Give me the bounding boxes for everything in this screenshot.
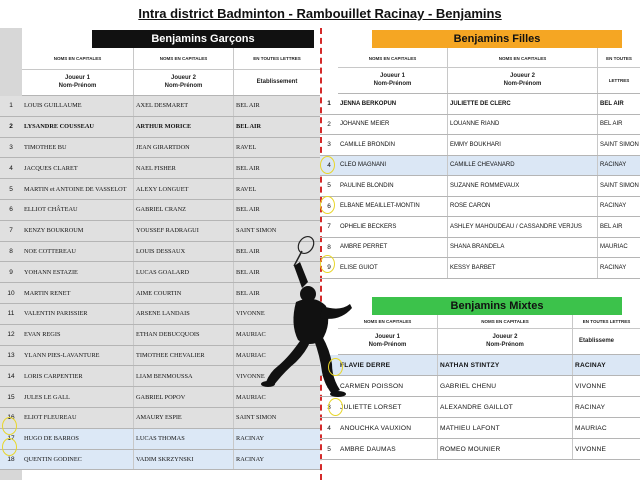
row-number: 13	[7, 351, 15, 359]
etablissement-cell: RACINAY	[575, 361, 606, 369]
joueur1-cell: LORIS CARPENTIER	[22, 366, 134, 386]
joueur2-cell: GABRIEL CRANZ	[134, 200, 234, 220]
highlight-circle	[320, 255, 335, 273]
col-header-joueur1: NOMS EN CAPITALES	[338, 48, 448, 67]
joueur2-cell: JEAN GIRARTDON	[134, 138, 234, 158]
highlight-circle	[328, 398, 343, 416]
etablissement-cell: SAINT SIMON	[600, 182, 639, 189]
col-header-etab: EN TOUTES LETTRES	[606, 56, 632, 83]
joueur1-cell: LYSANDRE COUSSEAU	[22, 117, 134, 137]
row-number: 3	[9, 143, 13, 151]
nom-prenom-label: Nom-Prénom	[373, 81, 412, 87]
col-header-joueur1: NOMS EN CAPITALES	[22, 48, 134, 69]
etablissement-cell: RACINAY	[236, 455, 265, 463]
joueur1-cell: TIMOTHEE BU	[22, 138, 134, 158]
joueur1-cell: JACQUES CLARET	[22, 158, 134, 178]
joueur1-cell: AMBRE PERRET	[338, 238, 448, 258]
etablissement-cell: BEL AIR	[236, 289, 260, 297]
joueur2-cell: LOUIS DESSAUX	[134, 242, 234, 262]
col-header-joueur2: NOMS EN CAPITALES	[438, 315, 573, 328]
row-number: 6	[9, 206, 13, 214]
joueur2-cell: ARTHUR MORICE	[134, 117, 234, 137]
table-row	[0, 408, 320, 429]
table-row	[320, 176, 640, 197]
nom-prenom-label: Nom-Prénom	[58, 83, 97, 89]
garcons-header: Benjamins Garçons	[92, 30, 314, 48]
joueur2-cell: KESSY BARBET	[448, 258, 598, 278]
sub-header-joueur2	[448, 68, 598, 93]
table-row	[320, 197, 640, 218]
joueur2-cell: EMMY BOUKHARI	[448, 135, 598, 155]
joueur2-cell: VADIM SKRZYNSKI	[134, 450, 234, 470]
joueur2-cell: ARSENE LANDAIS	[134, 304, 234, 324]
mixtes-column-headers	[338, 315, 640, 329]
joueur2-cell: TIMOTHEE CHEVALIER	[134, 346, 234, 366]
etablissement-cell: BEL AIR	[236, 268, 260, 276]
row-number: 7	[9, 227, 13, 235]
etablissement-cell: MAURIAC	[236, 351, 266, 359]
col-header-joueur2: NOMS EN CAPITALES	[134, 48, 234, 69]
etablissement-cell: BEL AIR	[600, 100, 624, 107]
row-number: 1	[327, 100, 331, 108]
joueur2-cell: ASHLEY MAHOUDEAU / CASSANDRE VERJUS	[448, 217, 598, 237]
joueur2-cell: LOUANNE RIAND	[448, 115, 598, 135]
joueur2-cell: AMAURY ESPIE	[134, 408, 234, 428]
nom-prenom-label: Nom-Prénom	[503, 81, 542, 87]
row-number: 18	[7, 455, 15, 463]
etablissement-cell: RACINAY	[600, 264, 627, 271]
highlight-circle	[320, 156, 335, 174]
joueur2-cell: GABRIEL POPOV	[134, 387, 234, 407]
row-number: 17	[7, 435, 15, 443]
joueur1-cell: ELLIOT CHÂTEAU	[22, 200, 134, 220]
row-number: 4	[9, 164, 13, 172]
etablissement-cell: BEL AIR	[600, 223, 623, 230]
table-row	[320, 238, 640, 259]
joueur2-cell: CAMILLE CHEVANARD	[448, 156, 598, 176]
table-row	[0, 117, 320, 138]
joueur1-cell: JULES LE GALL	[22, 387, 134, 407]
joueur1-cell: OPHELIE BECKERS	[338, 217, 448, 237]
table-row	[320, 217, 640, 238]
row-number: 5	[327, 182, 331, 190]
joueur2-cell: GABRIEL CHENU	[438, 376, 573, 396]
table-row	[0, 138, 320, 159]
row-number: 10	[7, 289, 15, 297]
sub-header-joueur2	[134, 70, 234, 95]
row-number: 8	[9, 247, 13, 255]
joueur2-cell: AIME COURTIN	[134, 283, 234, 303]
etablissement-cell: RACINAY	[575, 403, 606, 411]
joueur1-cell: AMBRE DAUMAS	[338, 439, 438, 459]
badminton-player-silhouette	[256, 232, 356, 402]
joueur1-cell: ELIOT FLEUREAU	[22, 408, 134, 428]
joueur2-cell: ALEXY LONGUET	[134, 179, 234, 199]
mixtes-sub-headers	[338, 329, 640, 355]
joueur1-cell: PAULINE BLONDIN	[338, 176, 448, 196]
joueur2-cell: AXEL DESMARET	[134, 96, 234, 116]
sub-header-joueur1	[338, 68, 448, 93]
col-header-joueur2: NOMS EN CAPITALES	[448, 48, 598, 67]
etablissement-cell: BEL AIR	[236, 206, 260, 214]
joueur1-cell: QUENTIN GODINEC	[22, 450, 134, 470]
table-row	[320, 355, 640, 376]
etablissement-cell: BEL AIR	[236, 164, 260, 172]
etablissement-cell: BEL AIR	[236, 247, 260, 255]
joueur2-cell: SUZANNE ROMMEVAUX	[448, 176, 598, 196]
etablissement-cell: MAURIAC	[236, 331, 266, 339]
joueur2-cell: ALEXANDRE GAILLOT	[438, 397, 573, 417]
row-number: 8	[327, 243, 331, 251]
table-row	[0, 200, 320, 221]
joueur2-cell: LIAM BENMOUSSA	[134, 366, 234, 386]
table-row	[320, 418, 640, 439]
row-number: 4	[327, 424, 331, 432]
joueur1-cell: NOE COTTEREAU	[22, 242, 134, 262]
table-row	[320, 115, 640, 136]
filles-header: Benjamins Filles	[372, 30, 622, 48]
row-number: 4	[327, 161, 331, 169]
joueur1-cell: HUGO DE BARROS	[22, 429, 134, 449]
row-number: 1	[9, 102, 13, 110]
joueur2-cell: ETHAN DEBUCQUOIS	[134, 325, 234, 345]
joueur1-cell: FLAVIE DERRE	[338, 355, 438, 375]
col-header-etab: EN TOUTES LETTRES	[253, 56, 301, 61]
joueur1-cell: YOHANN ESTAZIE	[22, 262, 134, 282]
etablissement-cell: RACINAY	[600, 203, 627, 210]
joueur1-label: Joueur 1	[64, 75, 90, 81]
joueur2-cell: LUCAS THOMAS	[134, 429, 234, 449]
joueur1-cell: ELISE GUIOT	[338, 258, 448, 278]
joueur2-cell: SHANA BRANDELA	[448, 238, 598, 258]
nom-prenom-label: Nom-Prénom	[486, 342, 524, 348]
row-number: 11	[7, 310, 15, 318]
table-row	[0, 96, 320, 117]
table-row	[0, 450, 320, 471]
table-row	[320, 397, 640, 418]
etablissement-cell: VIVONNE	[236, 310, 265, 318]
etablissement-cell: RACINAY	[236, 435, 265, 443]
table-row	[320, 94, 640, 115]
etablissement-cell: MAURIAC	[575, 424, 607, 432]
table-row	[320, 135, 640, 156]
joueur1-cell: JOHANNE MEIER	[338, 115, 448, 135]
row-number: 5	[9, 185, 13, 193]
row-number: 7	[327, 223, 331, 231]
joueur2-cell: JULIETTE DE CLERC	[448, 94, 598, 114]
row-number: 15	[7, 393, 15, 401]
garcons-sub-headers	[22, 70, 320, 96]
joueur2-label: Joueur 2	[492, 334, 518, 340]
joueur2-cell: ROSE CARON	[448, 197, 598, 217]
joueur1-cell: JULIETTE LORSET	[338, 397, 438, 417]
etablissement-cell: VIVONNE	[575, 445, 607, 453]
joueur2-cell: YOUSSEF RADRAGUI	[134, 221, 234, 241]
sub-header-etab: Etablissement	[256, 79, 298, 85]
row-number: 3	[327, 141, 331, 149]
etablissement-cell: BEL AIR	[600, 121, 623, 128]
row-number: 12	[7, 331, 15, 339]
etablissement-cell: VIVONNE	[575, 382, 607, 390]
etablissement-cell: BEL AIR	[236, 102, 260, 110]
etablissement-cell: SAINT SIMON	[236, 414, 277, 422]
joueur1-label: Joueur 1	[379, 73, 405, 79]
joueur1-cell: MARTIN et ANTOINE DE VASSELOT	[22, 179, 134, 199]
sub-header-joueur1	[22, 70, 134, 95]
joueur1-cell: CARMEN POISSON	[338, 376, 438, 396]
etablissement-cell: RACINAY	[600, 162, 627, 169]
etablissement-cell: SAINT SIMON	[236, 227, 277, 235]
table-row	[320, 439, 640, 460]
joueur1-cell: EVAN REGIS	[22, 325, 134, 345]
row-number: 9	[9, 268, 13, 276]
row-number: 16	[7, 414, 15, 422]
sub-header-etab: Etablisseme	[579, 338, 615, 344]
etablissement-cell: SAINT SIMON	[600, 141, 639, 148]
sub-header-joueur2	[438, 329, 573, 354]
row-number: 2	[327, 120, 331, 128]
highlight-circle	[2, 438, 17, 456]
etablissement-cell: RAVEL	[236, 185, 257, 193]
mixtes-header: Benjamins Mixtes	[372, 297, 622, 315]
filles-sub-headers	[338, 68, 640, 94]
etablissement-cell: RAVEL	[236, 143, 257, 151]
col-header-etab: EN TOUTES LETTRES	[582, 319, 631, 324]
highlight-circle	[2, 417, 17, 435]
highlight-circle	[320, 196, 335, 214]
joueur2-cell: MATHIEU LAFONT	[438, 418, 573, 438]
joueur1-cell: CLEO MAGNANI	[338, 156, 448, 176]
joueur1-cell: VALENTIN PARISSIER	[22, 304, 134, 324]
nom-prenom-label: Nom-Prénom	[368, 342, 407, 348]
joueur2-cell: LUCAS GOALARD	[134, 262, 234, 282]
table-row	[0, 158, 320, 179]
joueur1-cell: YLANN PIES-LAVANTURE	[22, 346, 134, 366]
etablissement-cell: MAURIAC	[236, 393, 266, 401]
joueur1-cell: LOUIS GUILLAUME	[22, 96, 134, 116]
table-row	[0, 429, 320, 450]
joueur1-cell: JENNA BERKOPUN	[338, 94, 448, 114]
col-header-joueur1: NOMS EN CAPITALES	[338, 315, 438, 328]
joueur2-cell: NATHAN STINTZY	[438, 355, 573, 375]
highlight-circle	[328, 358, 343, 376]
joueur2-cell: ROMEO MOUNIER	[438, 439, 573, 459]
joueur1-cell: CAMILLE BRONDIN	[338, 135, 448, 155]
page-title: Intra district Badminton - Rambouillet Racinay - Benjamins	[138, 6, 502, 21]
row-number: 5	[327, 445, 331, 453]
joueur2-label: Joueur 2	[509, 73, 535, 79]
row-number: 6	[327, 202, 331, 210]
joueur1-cell: MARTIN RENET	[22, 283, 134, 303]
etablissement-cell: VIVONNE	[236, 372, 265, 380]
row-number: 14	[7, 372, 15, 380]
row-number: 9	[327, 264, 331, 272]
joueur1-cell: ANOUCHKA VAUXION	[338, 418, 438, 438]
etablissement-cell: BEL AIR	[236, 123, 262, 131]
table-row	[320, 258, 640, 279]
joueur1-cell: KENZY BOUKROUM	[22, 221, 134, 241]
table-row	[320, 376, 640, 397]
row-number: 2	[9, 123, 13, 131]
nom-prenom-label: Nom-Prénom	[164, 83, 203, 89]
row-number: 3	[327, 403, 331, 411]
table-row	[320, 156, 640, 177]
etablissement-cell: MAURIAC	[600, 244, 628, 251]
table-row	[0, 179, 320, 200]
joueur2-label: Joueur 2	[170, 75, 196, 81]
joueur1-cell: ELBANE MEAILLET-MONTIN	[338, 197, 448, 217]
garcons-column-headers	[22, 48, 320, 70]
sub-header-etab-empty	[598, 68, 640, 93]
joueur1-label: Joueur 1	[374, 334, 400, 340]
joueur2-cell: NAEL FISHER	[134, 158, 234, 178]
